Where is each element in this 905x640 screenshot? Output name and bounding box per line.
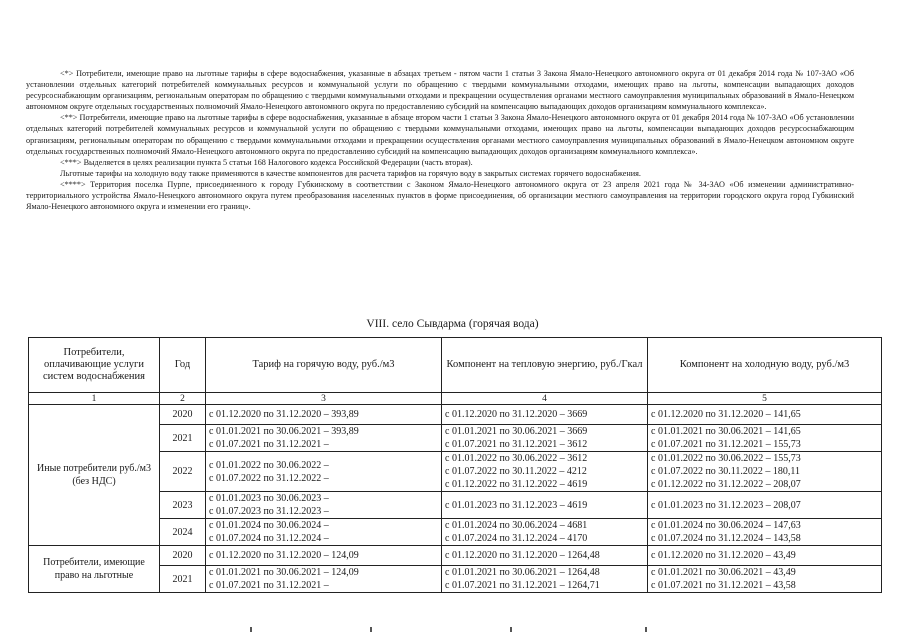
- table-row: [29, 405, 882, 425]
- footnote-1: <*> Потребители, имеющие право на льготные тарифы в сфере водоснабжения, указанные в абзацах третьем - пятом части 1 статьи 3 Закона Ямало-Ненецкого автономного округа от 01 декабря 2014 года № 107-ЗАО «Об установлении отдельных категорий потребителей коммунальных ресурсов и коммунальной услуги по обращению с твердыми коммунальными отходами, имеющих право на льготы, компенсации выпадающих доходов ресурсоснабжающим организациям, региональным операторам по обращению с твердыми коммунальными отходами и прекращении осуществления органами местного самоуправления муниципальных образований в Ямало-Ненецком автономном округе отдельных государственных полномочий Ямало-Ненецкого автономного округа по предоставлению субсидий на компенсацию выпадающих доходов организациям коммунального комплекса».: [26, 69, 854, 112]
- column-number: 5: [648, 393, 882, 405]
- thermal-cell: [442, 452, 648, 492]
- cold-water-cell: [648, 405, 882, 425]
- tariff-period-line: с 01.01.2022 по 30.06.2022 – 3612: [445, 453, 588, 464]
- cold-water-cell: [648, 566, 882, 593]
- year-cell: 2021: [160, 566, 206, 593]
- column-number: 2: [160, 393, 206, 405]
- footnote-4: <****> Территория поселка Пурпе, присоединенного к городу Губкинскому в соответствии с Законом Ямало-Ненецкого автономного округа от 23 апреля 2021 года № 34-ЗАО «Об изменении административно-территориального устройства Ямало-Ненецкого автономного округа путем преобразования населенных пунктов в форме присоединения, об организации местного самоуправления на территории городского округа город Губкинский Ямало-Ненецкого автономного округа и изменении его границ».: [26, 179, 854, 212]
- year-cell: 2022: [160, 452, 206, 492]
- footnotes: [26, 68, 854, 212]
- consumer-category: Потребители, имеющие право на льготные: [29, 546, 160, 593]
- cold-water-cell: [648, 546, 882, 566]
- year-cell: 2021: [160, 425, 206, 452]
- tariff-period-line: с 01.07.2022 по 30.11.2022 – 180,11: [651, 466, 801, 477]
- tariff-table: [28, 337, 882, 593]
- hot-water-cell: [206, 519, 442, 546]
- tariff-period-line: с 01.01.2024 по 30.06.2024 – 147,63: [651, 520, 801, 531]
- column-number: 1: [29, 393, 160, 405]
- thermal-cell: [442, 492, 648, 519]
- year-cell: 2023: [160, 492, 206, 519]
- tariff-period-line: с 01.07.2021 по 31.12.2021 – 43,58: [651, 580, 796, 591]
- tariff-period-line: с 01.01.2021 по 30.06.2021 – 124,09: [209, 567, 359, 578]
- tariff-period-line: с 01.01.2022 по 30.06.2022 –: [209, 459, 329, 471]
- tariff-period-line: с 01.01.2023 по 31.12.2023 – 4619: [445, 499, 588, 511]
- tariff-period-line: с 01.07.2021 по 31.12.2021 – 1264,71: [445, 580, 600, 591]
- tariff-period-line: с 01.07.2021 по 31.12.2021 –: [209, 439, 329, 450]
- column-number: 3: [206, 393, 442, 405]
- page-edge-marks: [250, 627, 650, 633]
- header-consumers: Потребители, оплачивающие услуги систем водоснабжения: [29, 338, 160, 393]
- header-cold-water: Компонент на холодную воду, руб./м3: [648, 338, 882, 393]
- hot-water-cell: [206, 566, 442, 593]
- cold-water-cell: [648, 425, 882, 452]
- tariff-period-line: с 01.12.2020 по 31.12.2020 – 124,09: [209, 550, 359, 561]
- year-cell: 2020: [160, 405, 206, 425]
- tariff-period-line: с 01.07.2021 по 31.12.2021 – 155,73: [651, 439, 801, 450]
- tariff-period-line: с 01.01.2023 по 30.06.2023 –: [209, 493, 329, 504]
- column-number: 4: [442, 393, 648, 405]
- tariff-period-line: с 01.07.2023 по 31.12.2023 –: [209, 506, 329, 517]
- hot-water-cell: [206, 546, 442, 566]
- tariff-period-line: с 01.12.2020 по 31.12.2020 – 393,89: [209, 409, 359, 420]
- tariff-period-line: с 01.01.2022 по 30.06.2022 – 155,73: [651, 453, 801, 464]
- year-cell: 2024: [160, 519, 206, 546]
- footnote-2: <**> Потребители, имеющие право на льготные тарифы в сфере водоснабжения, указанные в абзаце втором части 1 статьи 3 Закона Ямало-Ненецкого автономного округа от 01 декабря 2014 года № 107-ЗАО «Об установлении отдельных категорий потребителей коммунальных ресурсов и коммунальной услуги по обращению с твердыми коммунальными отходами, имеющих право на льготы, компенсации выпадающих доходов ресурсоснабжающим организациям, региональным операторам по обращению с твердыми коммунальными отходами и прекращении осуществления органами местного самоуправления муниципальных образований в Ямало-Ненецком автономном округе отдельных государственных полномочий Ямало-Ненецкого автономного округа по предоставлению субсидий на компенсацию выпадающих доходов организациям коммунального комплекса».: [26, 113, 854, 156]
- tariff-period-line: с 01.01.2023 по 31.12.2023 – 208,07: [651, 499, 801, 511]
- thermal-cell: [442, 405, 648, 425]
- consumer-category: Иные потребители руб./м3 (без НДС): [29, 405, 160, 546]
- tariff-period-line: с 01.07.2022 по 31.12.2022 –: [209, 472, 329, 484]
- tariff-period-line: с 01.07.2024 по 31.12.2024 –: [209, 533, 329, 544]
- header-year: Год: [160, 338, 206, 393]
- cold-water-cell: [648, 519, 882, 546]
- tariff-period-line: с 01.01.2021 по 30.06.2021 – 3669: [445, 426, 588, 437]
- tariff-period-line: с 01.07.2021 по 31.12.2021 –: [209, 580, 329, 591]
- tariff-period-line: с 01.07.2021 по 31.12.2021 – 3612: [445, 439, 588, 450]
- section-title: VIII. село Сывдарма (горячая вода): [366, 318, 539, 330]
- hot-water-cell: [206, 492, 442, 519]
- tariff-period-line: с 01.12.2022 по 31.12.2022 – 208,07: [651, 479, 801, 490]
- table-body: [29, 405, 882, 593]
- tariff-period-line: с 01.12.2022 по 31.12.2022 – 4619: [445, 479, 588, 490]
- tariff-period-line: с 01.01.2021 по 30.06.2021 – 1264,48: [445, 567, 600, 578]
- tariff-period-line: с 01.07.2024 по 31.12.2024 – 4170: [445, 533, 588, 544]
- header-thermal: Компонент на тепловую энергию, руб./Гкал: [442, 338, 648, 393]
- tariff-period-line: с 01.01.2024 по 30.06.2024 –: [209, 520, 329, 531]
- tariff-period-line: с 01.12.2020 по 31.12.2020 – 43,49: [651, 550, 796, 561]
- hot-water-cell: [206, 405, 442, 425]
- footnote-3: <***> Выделяется в целях реализации пункта 5 статьи 168 Налогового кодекса Российской Федерации (часть вторая).: [60, 157, 473, 167]
- footnote-note: Льготные тарифы на холодную воду также применяются в качестве компонентов для расчета тарифов на горячую воду в закрытых системах горячего водоснабжения.: [60, 168, 641, 178]
- table-header-row: [29, 338, 882, 393]
- thermal-cell: [442, 566, 648, 593]
- thermal-cell: [442, 425, 648, 452]
- cold-water-cell: [648, 452, 882, 492]
- thermal-cell: [442, 546, 648, 566]
- header-hot-water: Тариф на горячую воду, руб./м3: [206, 338, 442, 393]
- hot-water-cell: [206, 452, 442, 492]
- tariff-period-line: с 01.07.2022 по 30.11.2022 – 4212: [445, 466, 587, 477]
- hot-water-cell: [206, 425, 442, 452]
- tariff-period-line: с 01.01.2024 по 30.06.2024 – 4681: [445, 520, 588, 531]
- column-numbers-row: [29, 393, 882, 405]
- cold-water-cell: [648, 492, 882, 519]
- tariff-period-line: с 01.07.2024 по 31.12.2024 – 143,58: [651, 533, 801, 544]
- tariff-period-line: с 01.01.2021 по 30.06.2021 – 393,89: [209, 426, 359, 437]
- tariff-period-line: с 01.12.2020 по 31.12.2020 – 1264,48: [445, 550, 600, 561]
- table-row: [29, 546, 882, 566]
- tariff-period-line: с 01.01.2021 по 30.06.2021 – 141,65: [651, 426, 801, 437]
- tariff-period-line: с 01.12.2020 по 31.12.2020 – 141,65: [651, 409, 801, 420]
- tariff-period-line: с 01.12.2020 по 31.12.2020 – 3669: [445, 409, 588, 420]
- tariff-period-line: с 01.01.2021 по 30.06.2021 – 43,49: [651, 567, 796, 578]
- thermal-cell: [442, 519, 648, 546]
- year-cell: 2020: [160, 546, 206, 566]
